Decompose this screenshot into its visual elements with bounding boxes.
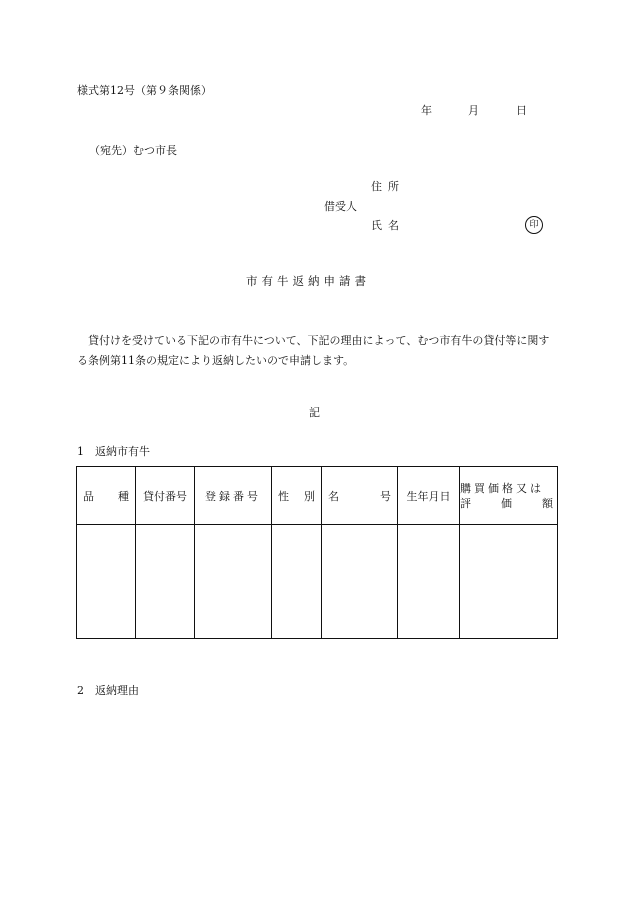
cell-sex[interactable] (272, 525, 322, 639)
form-number: 様式第12号（第９条関係） (77, 84, 212, 97)
borrower-label: 借受人 (324, 200, 357, 213)
date-day-label: 日 (516, 104, 527, 117)
table-header-row (77, 467, 558, 525)
address-label: 住所 (371, 180, 405, 193)
table-row (77, 525, 558, 639)
ki-heading: 記 (309, 406, 320, 419)
seal-mark: 印 (525, 216, 543, 234)
addressee: （宛先）むつ市長 (89, 144, 177, 157)
cell-name[interactable] (322, 525, 398, 639)
header-sex: 性 別 (272, 467, 322, 525)
header-loan-number: 貸付番号 (136, 467, 195, 525)
returned-cattle-table (76, 466, 558, 639)
cell-price[interactable] (460, 525, 558, 639)
date-month-label: 月 (468, 104, 479, 117)
name-label: 氏名 (371, 219, 405, 232)
header-name: 名 号 (322, 467, 398, 525)
cell-breed[interactable] (77, 525, 136, 639)
cell-birth-date[interactable] (398, 525, 460, 639)
cell-registration-number[interactable] (195, 525, 272, 639)
header-registration-number: 登録番号 (195, 467, 272, 525)
header-price: 購買価格又は 評 価 額 (460, 467, 558, 525)
document-title: 市有牛返納申請書 (246, 274, 370, 288)
header-birth-date: 生年月日 (398, 467, 460, 525)
section-2-heading: 2 返納理由 (77, 684, 139, 697)
section-1-heading: 1 返納市有牛 (77, 445, 150, 458)
header-breed: 品 種 (77, 467, 136, 525)
cell-loan-number[interactable] (136, 525, 195, 639)
application-body-text: 貸付けを受けている下記の市有牛について、下記の理由によって、むつ市有牛の貸付等に関する条例第11条の規定により返納したいので申請します。 (77, 334, 550, 367)
date-year-label: 年 (421, 104, 432, 117)
